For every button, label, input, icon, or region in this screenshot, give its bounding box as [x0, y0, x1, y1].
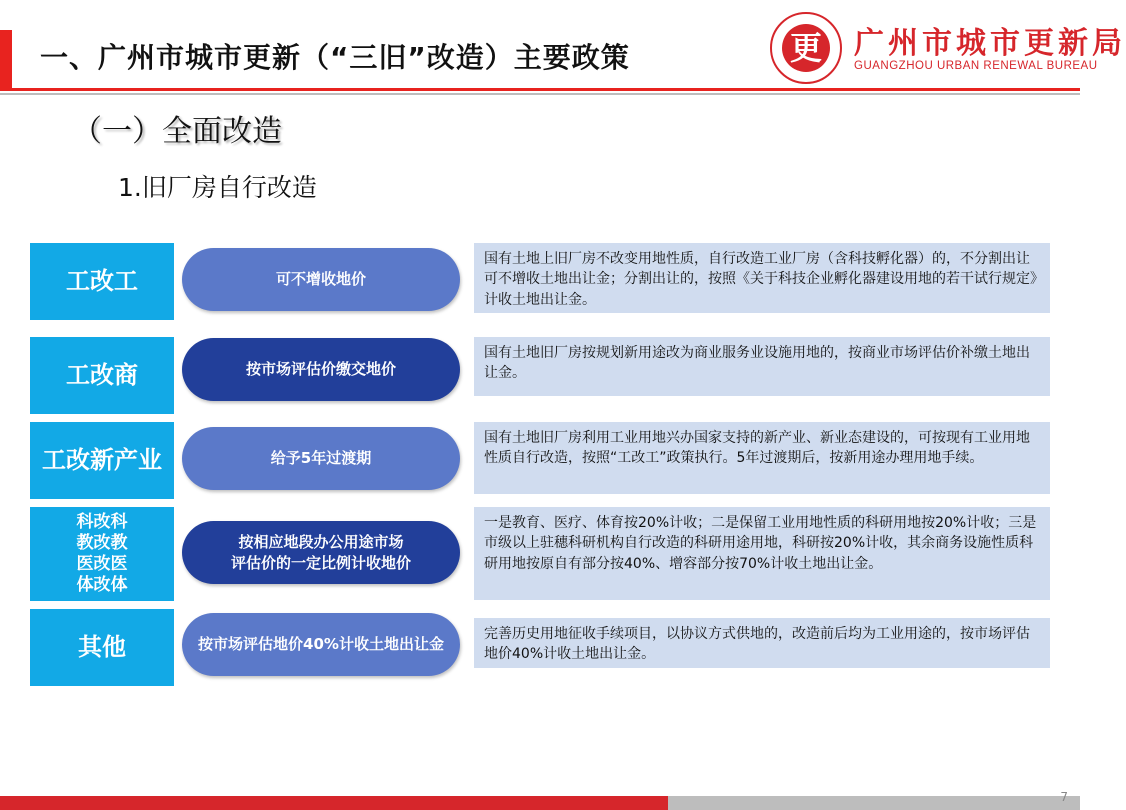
policy-pill: 按相应地段办公用途市场 评估价的一定比例计收地价 [182, 521, 460, 584]
category-box: 工改新产业 [30, 422, 174, 499]
bureau-emblem-icon [770, 12, 842, 84]
header-divider-gray [0, 93, 1080, 95]
policy-detail: 国有土地上旧厂房不改变用地性质，自行改造工业厂房（含科技孵化器）的，不分割出让可不增收土地出让金；分割出让的，按照《关于科技企业孵化器建设用地的若干试行规定》计收土地出让金。 [474, 243, 1050, 313]
category-box: 科改科 教改教 医改医 体改体 [30, 507, 174, 601]
footer-bar-red [0, 796, 668, 810]
policy-pill: 可不增收地价 [182, 248, 460, 311]
bureau-name-en: GUANGZHOU URBAN RENEWAL BUREAU [854, 60, 1098, 72]
page-title: 一、广州市城市更新（“三旧”改造）主要政策 [40, 41, 630, 74]
policy-detail: 国有土地旧厂房利用工业用地兴办国家支持的新产业、新业态建设的，可按现有工业用地性质自行改造，按照“工改工”政策执行。5年过渡期后，按新用途办理用地手续。 [474, 422, 1050, 494]
policy-pill: 按市场评估地价40%计收土地出让金 [182, 613, 460, 676]
policy-pill: 给予5年过渡期 [182, 427, 460, 490]
bureau-logo [770, 12, 1126, 84]
policy-detail: 国有土地旧厂房按规划新用途改为商业服务业设施用地的，按商业市场评估价补缴土地出让金。 [474, 337, 1050, 396]
section-heading: （一）全面改造 [72, 114, 282, 149]
bureau-name-cn: 广州市城市更新局 [854, 26, 1126, 61]
category-box: 工改工 [30, 243, 174, 320]
page-number: 7 [1060, 790, 1068, 804]
category-box: 其他 [30, 609, 174, 686]
header-divider-red [0, 88, 1080, 91]
policy-detail: 完善历史用地征收手续项目，以协议方式供地的，改造前后均为工业用途的，按市场评估地价40%计收土地出让金。 [474, 618, 1050, 668]
footer-bar-gray [668, 796, 1080, 810]
policy-detail: 一是教育、医疗、体育按20%计收；二是保留工业用地性质的科研用地按20%计收；三是市级以上驻穗科研机构自行改造的科研用途用地，科研按20%计收，其余商务设施性质科研用地按原自有部分按40%、增容部分按70%计收土地出让金。 [474, 507, 1050, 600]
category-box: 工改商 [30, 337, 174, 414]
policy-pill: 按市场评估价缴交地价 [182, 338, 460, 401]
emblem-char: 更 [782, 24, 830, 72]
sub-heading: 1.旧厂房自行改造 [118, 173, 317, 202]
title-accent-bar [0, 30, 12, 88]
